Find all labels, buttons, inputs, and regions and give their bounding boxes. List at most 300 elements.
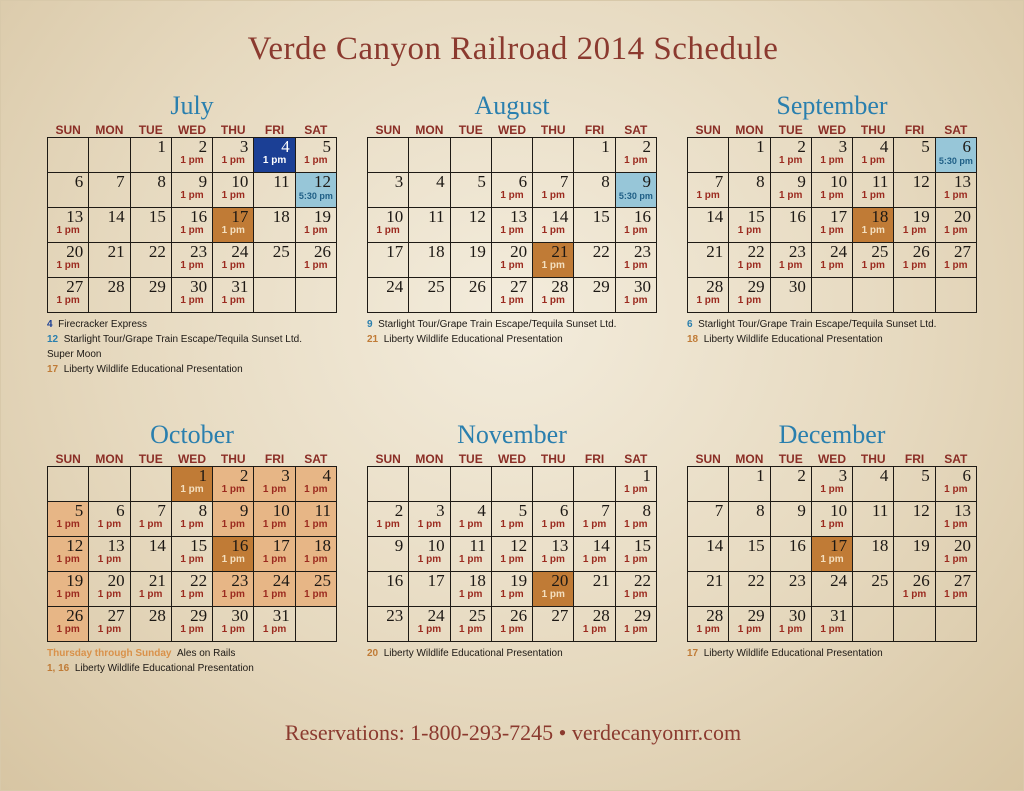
day-number: 27 bbox=[954, 242, 971, 261]
weekday-header: WED bbox=[497, 123, 526, 137]
month-september bbox=[687, 89, 977, 347]
day-number: 18 bbox=[871, 207, 889, 226]
day-cell bbox=[894, 138, 935, 173]
week-row bbox=[368, 243, 657, 278]
day-number: 14 bbox=[592, 536, 610, 555]
weekday-header: FRI bbox=[584, 123, 605, 137]
day-cell bbox=[688, 173, 729, 208]
week-row bbox=[368, 173, 657, 208]
weekday-header: SAT bbox=[304, 452, 328, 466]
day-number: 15 bbox=[747, 207, 765, 226]
departure-time: 1 pm bbox=[221, 589, 245, 600]
day-cell bbox=[770, 502, 811, 537]
day-cell bbox=[894, 572, 935, 607]
day-number: 7 bbox=[601, 501, 610, 520]
departure-time: 1 pm bbox=[97, 519, 122, 530]
day-cell bbox=[729, 208, 770, 243]
day-number: 7 bbox=[559, 172, 569, 191]
day-number: 18 bbox=[314, 536, 331, 555]
month-july bbox=[47, 89, 337, 377]
day-cell bbox=[213, 278, 254, 313]
departure-time: 1 pm bbox=[376, 519, 400, 530]
event-legend bbox=[687, 646, 977, 661]
departure-time: 1 pm bbox=[944, 225, 968, 236]
day-number: 24 bbox=[830, 571, 848, 590]
week-row bbox=[368, 208, 657, 243]
day-number: 11 bbox=[469, 536, 486, 555]
calendar-grid bbox=[47, 452, 337, 642]
departure-time: 1 pm bbox=[820, 260, 844, 271]
empty-cell bbox=[935, 607, 976, 642]
day-cell bbox=[213, 243, 254, 278]
weekday-header: TUE bbox=[778, 123, 803, 137]
day-number: 31 bbox=[231, 277, 249, 296]
day-number: 11 bbox=[314, 501, 331, 520]
departure-time: 1 pm bbox=[500, 519, 524, 530]
day-cell bbox=[89, 278, 130, 313]
day-cell bbox=[729, 243, 770, 278]
day-cell bbox=[853, 208, 894, 243]
day-cell bbox=[729, 138, 770, 173]
day-cell bbox=[935, 467, 976, 502]
day-cell bbox=[450, 607, 491, 642]
day-number: 11 bbox=[872, 172, 889, 191]
day-cell bbox=[533, 537, 574, 572]
departure-time: 1 pm bbox=[459, 554, 483, 565]
departure-time: 1 pm bbox=[97, 624, 122, 635]
day-cell bbox=[770, 607, 811, 642]
day-number: 9 bbox=[239, 501, 249, 520]
departure-time: 1 pm bbox=[500, 225, 524, 236]
departure-time: 1 pm bbox=[56, 519, 80, 530]
day-number: 15 bbox=[747, 536, 765, 555]
departure-time: 1 pm bbox=[624, 260, 648, 271]
day-cell bbox=[450, 173, 491, 208]
day-cell bbox=[853, 502, 894, 537]
departure-time: 1 pm bbox=[861, 155, 885, 166]
departure-time: 1 pm bbox=[779, 190, 803, 201]
day-cell bbox=[295, 243, 336, 278]
day-cell bbox=[171, 572, 212, 607]
month-name: August bbox=[474, 91, 550, 120]
day-number: 24 bbox=[231, 242, 249, 261]
departure-time: 1 pm bbox=[304, 554, 328, 565]
day-cell bbox=[130, 173, 171, 208]
departure-time: 1 pm bbox=[696, 624, 720, 635]
departure-time: 1 pm bbox=[304, 155, 328, 166]
day-number: 10 bbox=[830, 172, 848, 191]
legend-text: Super Moon bbox=[47, 349, 102, 360]
legend-text: Liberty Wildlife Educational Presentation bbox=[383, 334, 563, 345]
day-number: 6 bbox=[962, 466, 971, 485]
departure-time: 1 pm bbox=[180, 155, 204, 166]
day-cell bbox=[770, 278, 811, 313]
week-row bbox=[48, 208, 337, 243]
day-number: 4 bbox=[477, 501, 486, 520]
departure-time: 1 pm bbox=[180, 190, 204, 201]
day-cell bbox=[935, 138, 976, 173]
day-cell bbox=[533, 607, 574, 642]
day-cell bbox=[254, 173, 295, 208]
day-number: 12 bbox=[912, 501, 930, 520]
day-cell bbox=[729, 537, 770, 572]
departure-time: 1 pm bbox=[221, 554, 245, 565]
day-number: 1 bbox=[198, 466, 208, 485]
day-cell bbox=[574, 537, 615, 572]
day-cell bbox=[935, 243, 976, 278]
departure-time: 1 pm bbox=[541, 295, 565, 306]
day-cell bbox=[409, 173, 450, 208]
empty-cell bbox=[450, 467, 491, 502]
day-number: 19 bbox=[510, 571, 528, 590]
departure-time: 1 pm bbox=[500, 190, 524, 201]
departure-time: 1 pm bbox=[304, 589, 328, 600]
day-number: 7 bbox=[116, 172, 125, 191]
day-cell bbox=[171, 243, 212, 278]
day-number: 19 bbox=[314, 207, 331, 226]
day-cell bbox=[729, 607, 770, 642]
day-number: 10 bbox=[427, 536, 445, 555]
empty-cell bbox=[491, 138, 532, 173]
day-cell bbox=[130, 502, 171, 537]
day-cell bbox=[130, 572, 171, 607]
departure-time: 1 pm bbox=[376, 225, 400, 236]
empty-cell bbox=[295, 278, 336, 313]
legend-text: Liberty Wildlife Educational Presentation bbox=[703, 648, 883, 659]
week-row bbox=[48, 278, 337, 313]
day-number: 6 bbox=[962, 137, 971, 156]
day-number: 25 bbox=[871, 571, 889, 590]
week-row bbox=[48, 173, 337, 208]
month-name: November bbox=[457, 420, 567, 449]
day-cell bbox=[368, 278, 409, 313]
empty-cell bbox=[295, 607, 336, 642]
day-cell bbox=[89, 502, 130, 537]
departure-time: 1 pm bbox=[624, 155, 648, 166]
empty-cell bbox=[574, 467, 615, 502]
day-number: 1 bbox=[601, 137, 610, 156]
day-number: 18 bbox=[272, 207, 290, 226]
departure-time: 1 pm bbox=[56, 225, 80, 236]
day-cell bbox=[811, 502, 852, 537]
day-cell bbox=[811, 173, 852, 208]
day-number: 3 bbox=[838, 466, 848, 485]
week-row bbox=[688, 138, 977, 173]
day-number: 17 bbox=[830, 207, 848, 226]
day-cell bbox=[533, 208, 574, 243]
day-cell bbox=[89, 243, 130, 278]
empty-cell bbox=[491, 467, 532, 502]
day-number: 16 bbox=[386, 571, 404, 590]
day-number: 17 bbox=[231, 207, 249, 226]
day-cell bbox=[491, 208, 532, 243]
day-number: 23 bbox=[634, 242, 651, 261]
departure-time: 1 pm bbox=[221, 155, 245, 166]
week-row bbox=[48, 537, 337, 572]
week-row bbox=[368, 537, 657, 572]
day-cell bbox=[171, 138, 212, 173]
day-cell bbox=[171, 502, 212, 537]
departure-time: 1 pm bbox=[737, 624, 762, 635]
day-number: 25 bbox=[272, 242, 290, 261]
day-cell bbox=[254, 208, 295, 243]
departure-time: 1 pm bbox=[500, 589, 524, 600]
empty-cell bbox=[533, 467, 574, 502]
day-cell bbox=[295, 537, 336, 572]
empty-cell bbox=[409, 467, 450, 502]
departure-time: 1 pm bbox=[139, 519, 163, 530]
day-cell bbox=[491, 278, 532, 313]
day-number: 5 bbox=[921, 466, 930, 485]
departure-time: 1 pm bbox=[56, 554, 80, 565]
day-cell bbox=[409, 607, 450, 642]
day-number: 10 bbox=[830, 501, 848, 520]
day-number: 26 bbox=[468, 277, 486, 296]
weekday-header: FRI bbox=[264, 452, 285, 466]
day-cell bbox=[254, 243, 295, 278]
day-cell bbox=[688, 278, 729, 313]
day-number: 20 bbox=[510, 242, 528, 261]
day-number: 25 bbox=[314, 571, 331, 590]
week-row bbox=[48, 607, 337, 642]
day-number: 21 bbox=[592, 571, 610, 590]
day-cell bbox=[450, 537, 491, 572]
month-name: December bbox=[778, 420, 886, 449]
day-number: 15 bbox=[592, 207, 610, 226]
day-number: 31 bbox=[830, 606, 848, 625]
month-name: July bbox=[170, 91, 214, 120]
weekday-header: THU bbox=[860, 123, 886, 137]
weekday-header: THU bbox=[540, 452, 566, 466]
month-december bbox=[687, 418, 977, 661]
departure-time: 1 pm bbox=[696, 295, 720, 306]
empty-cell bbox=[811, 278, 852, 313]
day-cell bbox=[811, 467, 852, 502]
day-number: 30 bbox=[634, 277, 651, 296]
day-number: 21 bbox=[107, 242, 125, 261]
day-cell bbox=[688, 572, 729, 607]
day-cell bbox=[615, 607, 656, 642]
day-number: 27 bbox=[954, 571, 971, 590]
day-cell bbox=[409, 537, 450, 572]
day-cell bbox=[615, 467, 656, 502]
legend-item bbox=[47, 332, 337, 347]
day-number: 6 bbox=[518, 172, 528, 191]
departure-time: 1 pm bbox=[944, 554, 968, 565]
departure-time: 1 pm bbox=[180, 624, 204, 635]
departure-time: 1 pm bbox=[262, 484, 287, 495]
departure-time: 1 pm bbox=[820, 519, 844, 530]
day-cell bbox=[48, 243, 89, 278]
month-name: October bbox=[150, 420, 234, 449]
departure-time: 1 pm bbox=[180, 295, 204, 306]
day-number: 26 bbox=[510, 606, 528, 625]
day-number: 4 bbox=[281, 137, 290, 156]
day-cell bbox=[615, 278, 656, 313]
departure-time: 1 pm bbox=[459, 624, 483, 635]
day-number: 23 bbox=[190, 242, 208, 261]
departure-time: 1 pm bbox=[624, 554, 648, 565]
day-number: 13 bbox=[66, 207, 84, 226]
day-number: 3 bbox=[239, 137, 249, 156]
event-legend bbox=[47, 317, 337, 377]
weekday-header: MON bbox=[95, 123, 124, 137]
departure-time: 1 pm bbox=[459, 519, 483, 530]
day-cell bbox=[48, 572, 89, 607]
empty-cell bbox=[688, 467, 729, 502]
departure-time: 1 pm bbox=[304, 519, 328, 530]
day-number: 5 bbox=[477, 172, 486, 191]
day-number: 5 bbox=[518, 501, 528, 520]
day-number: 22 bbox=[634, 571, 651, 590]
page-title: Verde Canyon Railroad 2014 Schedule bbox=[247, 31, 779, 67]
day-cell bbox=[89, 607, 130, 642]
empty-cell bbox=[368, 138, 409, 173]
day-cell bbox=[533, 572, 574, 607]
day-cell bbox=[89, 572, 130, 607]
weekday-header: FRI bbox=[264, 123, 285, 137]
day-cell bbox=[450, 278, 491, 313]
departure-time: 1 pm bbox=[541, 589, 565, 600]
day-number: 26 bbox=[912, 571, 930, 590]
empty-cell bbox=[533, 138, 574, 173]
day-number: 16 bbox=[190, 207, 208, 226]
day-number: 16 bbox=[634, 207, 651, 226]
departure-time: 1 pm bbox=[304, 225, 328, 236]
weekday-header: MON bbox=[735, 123, 764, 137]
day-cell bbox=[409, 502, 450, 537]
day-cell bbox=[254, 138, 295, 173]
day-cell bbox=[171, 467, 212, 502]
weekday-header: MON bbox=[735, 452, 764, 466]
day-cell bbox=[574, 173, 615, 208]
departure-time: 1 pm bbox=[861, 190, 885, 201]
day-cell bbox=[853, 243, 894, 278]
legend-item bbox=[687, 317, 977, 332]
day-cell bbox=[130, 607, 171, 642]
day-number: 29 bbox=[634, 606, 651, 625]
day-number: 22 bbox=[190, 571, 208, 590]
day-number: 24 bbox=[272, 571, 290, 590]
day-number: 16 bbox=[788, 536, 806, 555]
day-number: 20 bbox=[66, 242, 84, 261]
day-number: 15 bbox=[148, 207, 166, 226]
day-number: 13 bbox=[510, 207, 528, 226]
weekday-header: WED bbox=[177, 123, 206, 137]
empty-cell bbox=[894, 278, 935, 313]
day-number: 26 bbox=[314, 242, 331, 261]
day-cell bbox=[130, 208, 171, 243]
day-number: 10 bbox=[231, 172, 249, 191]
weekday-header: SAT bbox=[624, 452, 648, 466]
day-number: 19 bbox=[912, 536, 930, 555]
day-cell bbox=[574, 243, 615, 278]
departure-time: 1 pm bbox=[221, 260, 245, 271]
day-cell bbox=[770, 208, 811, 243]
departure-time: 1 pm bbox=[944, 190, 968, 201]
day-cell bbox=[615, 208, 656, 243]
day-number: 13 bbox=[551, 536, 569, 555]
weekday-header: SUN bbox=[375, 123, 401, 137]
day-number: 27 bbox=[107, 606, 125, 625]
day-number: 30 bbox=[190, 277, 208, 296]
legend-key: 1, 16 bbox=[47, 663, 70, 674]
day-cell bbox=[935, 173, 976, 208]
day-number: 19 bbox=[468, 242, 486, 261]
departure-time: 1 pm bbox=[582, 624, 607, 635]
legend-item bbox=[47, 347, 337, 362]
day-cell bbox=[213, 537, 254, 572]
day-number: 14 bbox=[706, 207, 724, 226]
day-cell bbox=[935, 572, 976, 607]
day-cell bbox=[574, 278, 615, 313]
day-number: 13 bbox=[954, 172, 971, 191]
day-cell bbox=[894, 502, 935, 537]
day-cell bbox=[491, 502, 532, 537]
legend-text: Starlight Tour/Grape Train Escape/Tequila Sunset Ltd. bbox=[698, 319, 937, 330]
legend-item bbox=[47, 661, 337, 676]
day-cell bbox=[853, 173, 894, 208]
empty-cell bbox=[48, 138, 89, 173]
week-row bbox=[688, 502, 977, 537]
day-number: 3 bbox=[394, 172, 404, 191]
day-cell bbox=[450, 243, 491, 278]
day-cell bbox=[615, 173, 656, 208]
day-number: 17 bbox=[830, 536, 848, 555]
day-number: 12 bbox=[912, 172, 930, 191]
day-number: 30 bbox=[231, 606, 249, 625]
empty-cell bbox=[935, 278, 976, 313]
day-cell bbox=[574, 607, 615, 642]
day-number: 28 bbox=[551, 277, 569, 296]
departure-time: 1 pm bbox=[500, 554, 524, 565]
empty-cell bbox=[254, 278, 295, 313]
day-cell bbox=[295, 208, 336, 243]
empty-cell bbox=[688, 138, 729, 173]
departure-time: 1 pm bbox=[417, 519, 442, 530]
day-number: 8 bbox=[157, 172, 166, 191]
day-number: 22 bbox=[747, 242, 765, 261]
day-number: 21 bbox=[706, 571, 724, 590]
departure-time: 1 pm bbox=[180, 225, 204, 236]
day-cell bbox=[171, 537, 212, 572]
calendar-grid bbox=[367, 123, 657, 313]
departure-time: 1 pm bbox=[97, 589, 122, 600]
day-number: 7 bbox=[157, 501, 166, 520]
legend-text: Liberty Wildlife Educational Presentation bbox=[63, 364, 243, 375]
day-number: 20 bbox=[954, 207, 971, 226]
day-cell bbox=[171, 173, 212, 208]
week-row bbox=[48, 243, 337, 278]
day-number: 18 bbox=[427, 242, 445, 261]
weekday-header: MON bbox=[95, 452, 124, 466]
day-number: 1 bbox=[642, 466, 651, 485]
day-number: 20 bbox=[107, 571, 125, 590]
calendar-grid bbox=[687, 123, 977, 313]
day-cell bbox=[770, 537, 811, 572]
departure-time: 1 pm bbox=[541, 260, 565, 271]
day-cell bbox=[89, 537, 130, 572]
day-number: 25 bbox=[427, 277, 445, 296]
day-cell bbox=[574, 138, 615, 173]
departure-time: 5:30 pm bbox=[298, 191, 333, 201]
day-cell bbox=[729, 173, 770, 208]
day-cell bbox=[48, 607, 89, 642]
day-cell bbox=[533, 502, 574, 537]
day-number: 9 bbox=[797, 501, 806, 520]
day-cell bbox=[615, 138, 656, 173]
day-cell bbox=[574, 572, 615, 607]
